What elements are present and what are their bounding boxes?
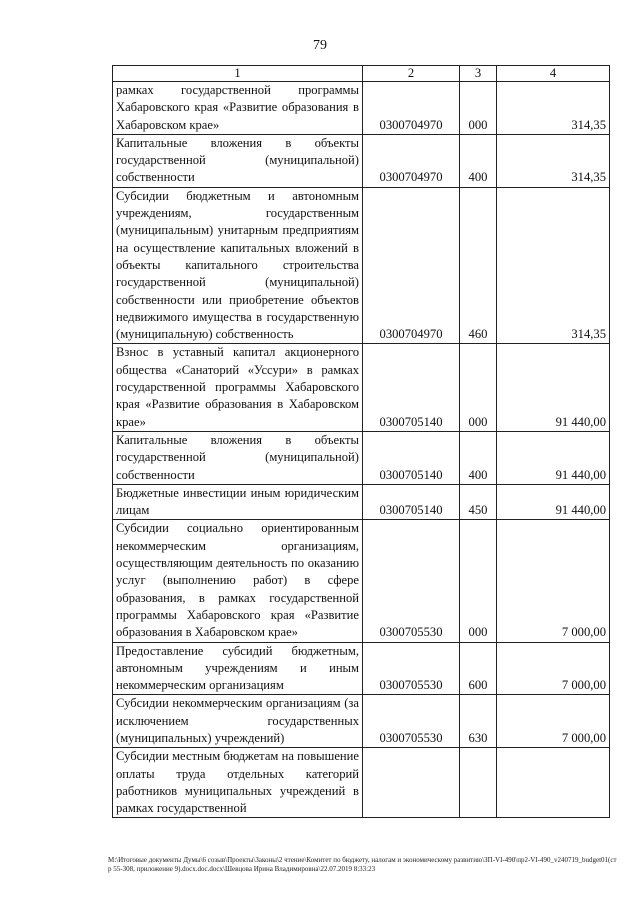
- row-name: Предоставление субсидий бюджетным, автономным учреждениям и иным некоммерческим организациям: [113, 642, 363, 695]
- table-row: [113, 695, 610, 748]
- table-row: [113, 431, 610, 484]
- column-header-1: 1: [113, 66, 363, 82]
- table-row: [113, 642, 610, 695]
- table-row: [113, 134, 610, 187]
- row-name: рамках государственной программы Хабаровского края «Развитие образования в Хабаровском крае»: [113, 82, 363, 135]
- page-number: 79: [313, 38, 327, 53]
- row-sum: 7 000,00: [497, 642, 610, 695]
- column-header-4: 4: [497, 66, 610, 82]
- row-name: Субсидии бюджетным и автономным учреждениям, государственным (муниципальным) унитарным предприятиям на осуществление капитальных вложений в объекты капитального строительства государственной (муниципальной) собственности или приобретение объектов недвижимого имущества в государственную (муниципальную) собственность: [113, 187, 363, 344]
- row-type: 450: [460, 484, 497, 520]
- row-type: 460: [460, 187, 497, 344]
- row-sum: [497, 748, 610, 818]
- row-type: [460, 748, 497, 818]
- table-row: [113, 484, 610, 520]
- row-code: 0300704970: [363, 82, 460, 135]
- table-row: [113, 82, 610, 135]
- table-row: [113, 748, 610, 818]
- row-code: 0300704970: [363, 134, 460, 187]
- row-sum: 7 000,00: [497, 520, 610, 642]
- row-type: 630: [460, 695, 497, 748]
- row-type: 600: [460, 642, 497, 695]
- row-sum: 7 000,00: [497, 695, 610, 748]
- table-row: [113, 187, 610, 344]
- table-header-row: [113, 66, 610, 82]
- row-name: Субсидии некоммерческим организациям (за исключением государственных (муниципальных) учреждений): [113, 695, 363, 748]
- row-code: 0300705530: [363, 642, 460, 695]
- row-code: 0300705140: [363, 431, 460, 484]
- row-type: 400: [460, 134, 497, 187]
- row-code: 0300705530: [363, 520, 460, 642]
- row-sum: 314,35: [497, 134, 610, 187]
- row-type: 000: [460, 344, 497, 431]
- row-code: 0300705530: [363, 695, 460, 748]
- row-sum: 91 440,00: [497, 344, 610, 431]
- table-row: [113, 520, 610, 642]
- row-name: Капитальные вложения в объекты государственной (муниципальной) собственности: [113, 134, 363, 187]
- row-sum: 314,35: [497, 187, 610, 344]
- row-code: 0300705140: [363, 344, 460, 431]
- column-header-2: 2: [363, 66, 460, 82]
- row-sum: 314,35: [497, 82, 610, 135]
- row-sum: 91 440,00: [497, 431, 610, 484]
- row-name: Взнос в уставный капитал акционерного общества «Санаторий «Уссури» в рамках государственной программы Хабаровского края «Развитие образования в Хабаровском крае»: [113, 344, 363, 431]
- row-name: Субсидии социально ориентированным некоммерческим организациям, осуществляющим деятельность по оказанию услуг (выполнению работ) в сфере образования, в рамках государственной программы Хабаровского края «Развитие образования в Хабаровском крае»: [113, 520, 363, 642]
- budget-table: [112, 65, 610, 818]
- row-code: 0300704970: [363, 187, 460, 344]
- row-name: Субсидии местным бюджетам на повышение оплаты труда отдельных категорий работников муниципальных учреждений в рамках государственной: [113, 748, 363, 818]
- row-name: Бюджетные инвестиции иным юридическим лицам: [113, 484, 363, 520]
- row-sum: 91 440,00: [497, 484, 610, 520]
- row-code: 0300705140: [363, 484, 460, 520]
- row-type: 000: [460, 82, 497, 135]
- row-name: Капитальные вложения в объекты государственной (муниципальной) собственности: [113, 431, 363, 484]
- document-path-footer: M:\Итоговые документы Думы\6 созыв\Проекты\Законы\2 чтение\Комитет по бюджету, налогам и экономическому развитию\ЗП-VI-490\пр2-VI-490_v240719_budget01(стр 55-308, приложение 9).docx.doc.docx\Шевцова Ирина Владимировна\22.07.2019 8:33:23: [108, 856, 617, 873]
- row-type: 400: [460, 431, 497, 484]
- column-header-3: 3: [460, 66, 497, 82]
- table-row: [113, 344, 610, 431]
- row-type: 000: [460, 520, 497, 642]
- row-code: [363, 748, 460, 818]
